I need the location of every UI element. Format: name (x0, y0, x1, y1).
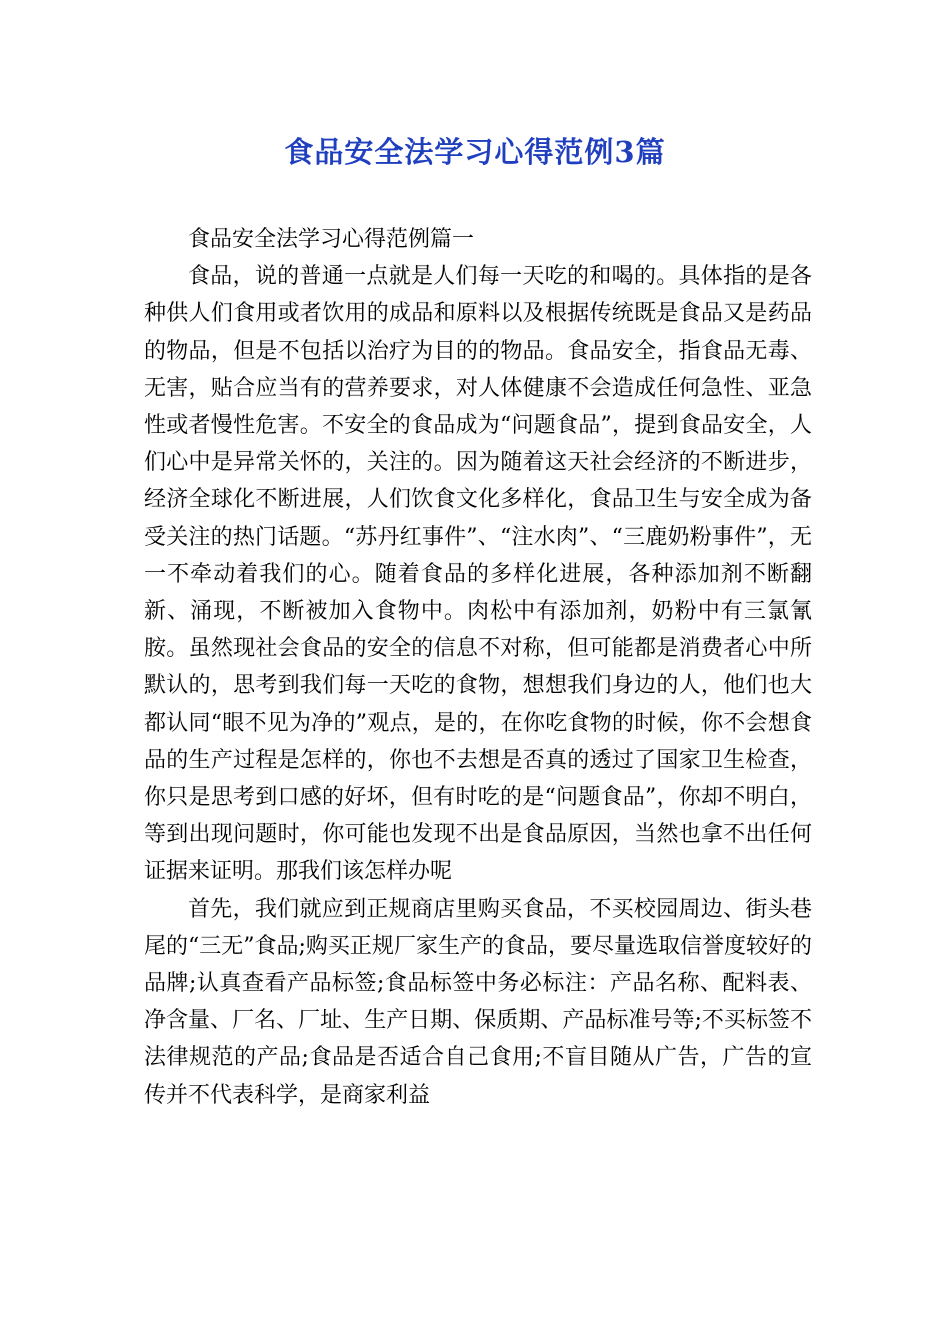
paragraph-2: 首先，我们就应到正规商店里购买食品，不买校园周边、街头巷尾的“三无”食品;购买正规厂家生产的食品，要尽量选取信誉度较好的品牌;认真查看产品标签;食品标签中务必标注：产品名称、配料表、净含量、厂名、厂址、生产日期、保质期、产品标准号等;不买标签不法律规范的产品;食品是否适合自己食用;不盲目随从广告，广告的宣传并不代表科学，是商家利益 (144, 896, 812, 1108)
section-heading: 食品安全法学习心得范例篇一 (188, 227, 475, 252)
document-title: 食品安全法学习心得范例3篇 (284, 135, 666, 169)
paragraph-1: 食品，说的普通一点就是人们每一天吃的和喝的。具体指的是各种供人们食用或者饮用的成品和原料以及根据传统既是食品又是药品的物品，但是不包括以治疗为目的的物品。食品安全，指食品无毒、无害，贴合应当有的营养要求，对人体健康不会造成任何急性、亚急性或者慢性危害。不安全的食品成为“问题食品”，提到食品安全，人们心中是异常关怀的，关注的。因为随着这天社会经济的不断进步，经济全球化不断进展，人们饮食文化多样化，食品卫生与安全成为备受关注的热门话题。“苏丹红事件”、“注水肉”、“三鹿奶粉事件”，无一不牵动着我们的心。随着食品的多样化进展，各种添加剂不断翻新、涌现，不断被加入食物中。肉松中有添加剂，奶粉中有三氯氰胺。虽然现社会食品的安全的信息不对称，但可能都是消费者心中所默认的，思考到我们每一天吃的食物，想想我们身边的人，他们也大都认同“眼不见为净的”观点，是的，在你吃食物的时候，你不会想食品的生产过程是怎样的，你也不去想是否真的透过了国家卫生检查，你只是思考到口感的好坏，但有时吃的是“问题食品”，你却不明白，等到出现问题时，你可能也发现不出是食品原因，当然也拿不出任何证据来证明。那我们该怎样办呢 (144, 264, 812, 885)
document-body (144, 221, 812, 1114)
